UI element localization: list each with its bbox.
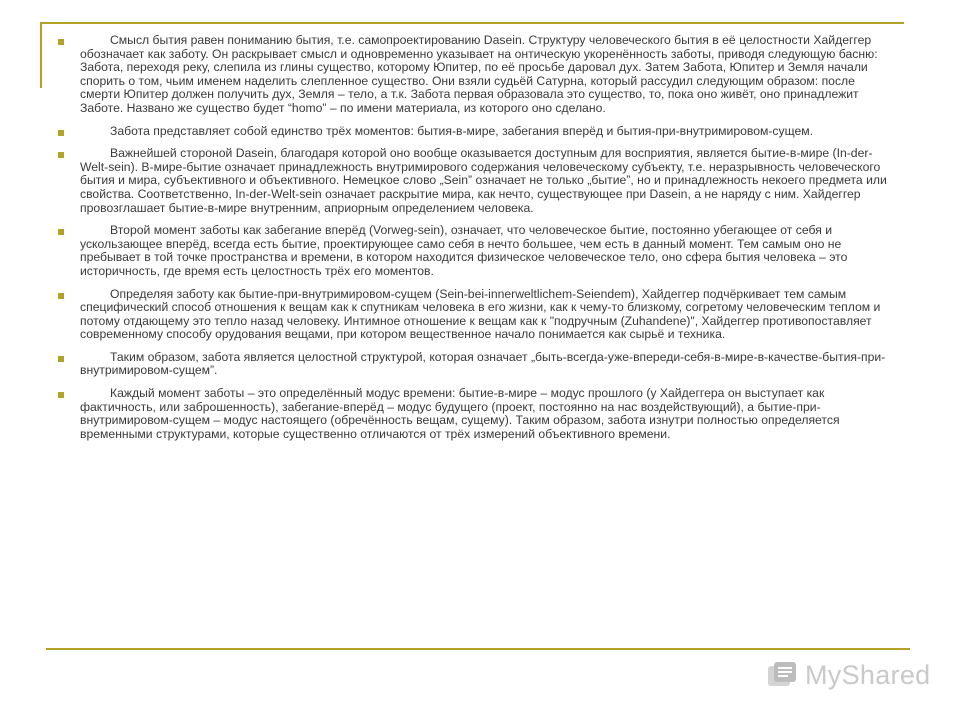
bullet-item [58,288,894,342]
bullet-item [58,147,894,215]
square-bullet-icon [58,229,64,235]
myshared-logo-icon [765,658,799,692]
top-rule [40,22,904,24]
myshared-logo[interactable] [765,655,930,695]
bullet-list [58,34,894,441]
logo-text: MyShared [805,659,931,690]
bullet-item [58,34,894,116]
bullet-text: Забота представляет собой единство трёх моментов: бытия-в-мире, забегания вперёд и бытия-при-внутримировом-сущем. [110,123,814,138]
square-bullet-icon [58,293,64,299]
square-bullet-icon [58,392,64,398]
bullet-text: Каждый момент заботы – это определённый модус времени: бытие-в-мире – модус прошлого (у Хайдеггера он выступает как фактичность, или заброшенность), забегание-вперёд – модус будущего (проект, постоянно на нас воздействующий), а бытие-при-внутримировом-сущем – модус настоящего (обречённость вещам, сущему). Таким образом, забота изнутри полностью определяется временными структурами, которые существенно отличаются от трёх измерений объективного времени. [80,386,840,441]
bullet-text: Второй момент заботы как забегание вперёд (Vorweg-sein), означает, что человеческое бытие, постоянно убегающее от себя и ускользающее вперёд, всегда есть бытие, проектирующее само себя в нечто большее, чем есть в данный момент. Тем самым оно не пребывает в той точке пространства и времени, в котором находится физическое человеческое тело, оно сфера бытия человека – это историчность, где время есть целостность трёх его моментов. [80,223,848,278]
bullet-text: Смысл бытия равен пониманию бытия, т.е. самопроектированию Dasein. Структуру человеческого бытия в её целостности Хайдеггер обозначает как заботу. Он раскрывает смысл и одновременно указывает на онтическую укоренённость заботы, приводя следующую басню: Забота, переходя реку, слепила из глины существо, которому Юпитер, по её просьбе даровал дух. Затем Забота, Юпитер и Земля начали спорить о том, чьим именем наделить слепленное существо. Они взяли судьёй Сатурна, который рассудил следующим образом: после смерти Юпитер должен получить дух, Земля – тело, а т.к. Забота первая образовала это существо, то, пока оно живёт, оно принадлежит Заботе. Названо же существо будет “homo” – по имени материала, из которого оно сделано. [80,33,878,115]
left-rule [40,22,42,88]
square-bullet-icon [58,39,64,45]
square-bullet-icon [58,130,64,136]
bullet-item [58,125,894,139]
bullet-item [58,351,894,378]
square-bullet-icon [58,152,64,158]
bullet-item [58,387,894,441]
slide-content [58,34,894,450]
square-bullet-icon [58,356,64,362]
bottom-rule [46,648,910,650]
bullet-item [58,224,894,278]
bullet-text: Важнейшей стороной Dasein, благодаря которой оно вообще оказывается доступным для восприятия, является бытие-в-мире (In-der-Welt-sein). В-мире-бытие означает принадлежность внутримирового содержания человеческому субъекту, т.е. неразрывность человеческого бытия и мира, субъективного и объективного. Немецкое слово „Sein” означает не только „бытие”, но и принадлежность некоего предмета или свойства. Соответственно, In-der-Welt-sein означает раскрытие мира, как нечто, существующее при Dasein, а не наряду с ним. Хайдеггер провозглашает бытие-в-мире внутренним, априорным определением человека. [80,146,887,215]
bullet-text: Таким образом, забота является целостной структурой, которая означает „быть-всегда-уже-впереди-себя-в-мире-в-качестве-бытия-при-внутримировом-сущем”. [80,349,886,378]
bullet-text: Определяя заботу как бытие-при-внутримировом-сущем (Sein-bei-innerweltlichem-Seiendem), Хайдеггер подчёркивает тем самым специфический способ отношения к вещам как к спутникам человека в его жизни, как к чему-то близкому, согретому человеческим теплом и потому отдающему это тепло назад человеку. Интимное отношение к вещам как к "подручным (Zuhandene)", Хайдеггер противопоставляет современному способу орудования вещами, при котором вещественное начало понимается как сырьё и техника. [80,286,881,342]
